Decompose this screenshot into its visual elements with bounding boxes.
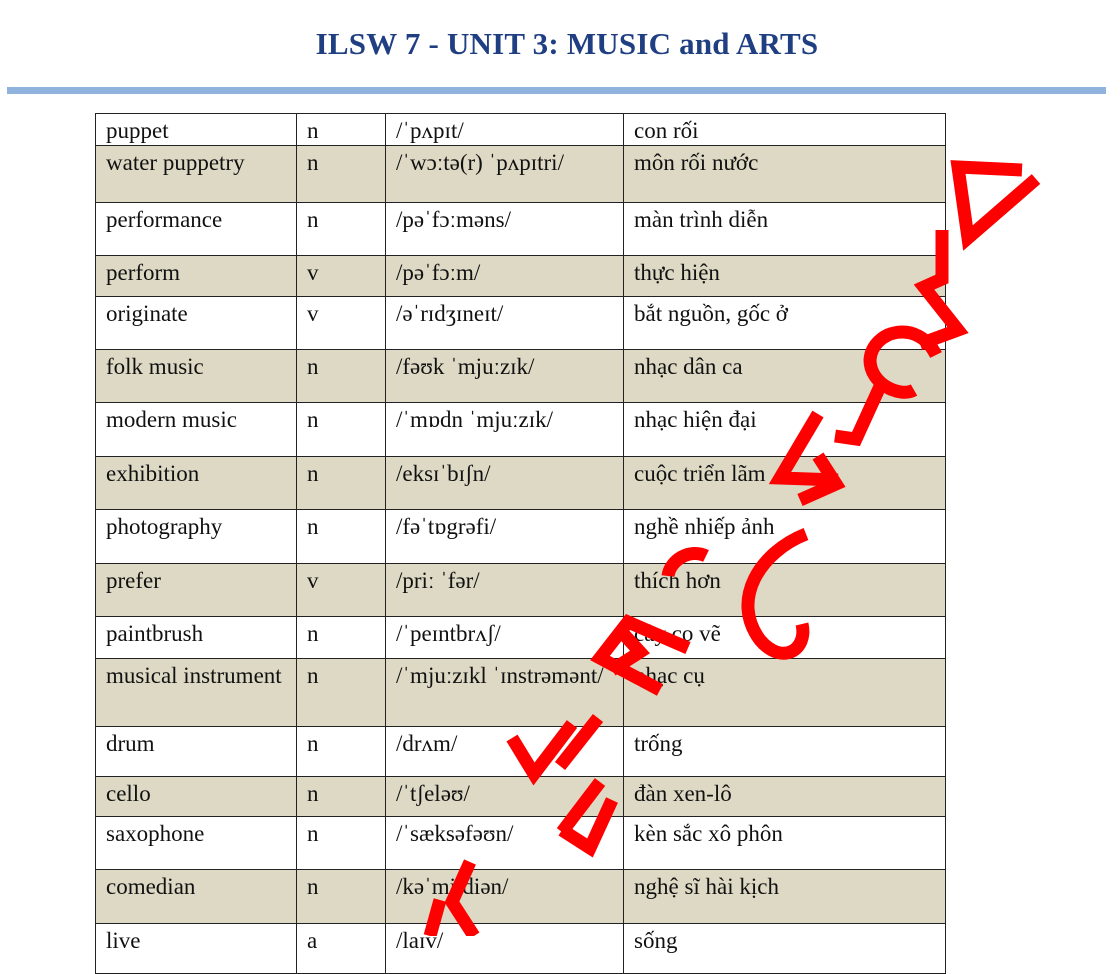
table-row: [96, 564, 946, 617]
table-row: [96, 510, 946, 564]
ipa-cell: /ˈsæksəfəʊn/: [386, 817, 624, 870]
table-row: [96, 297, 946, 350]
word-cell: photography: [96, 510, 297, 564]
pos-cell: n: [297, 203, 386, 256]
meaning-cell: con rối: [624, 114, 946, 146]
meaning-cell: thực hiện: [624, 256, 946, 297]
ipa-cell: /laɪv/: [386, 924, 624, 974]
ipa-cell: /ˈwɔːtə(r) ˈpʌpɪtri/: [386, 146, 624, 203]
meaning-cell: kèn sắc xô phôn: [624, 817, 946, 870]
word-cell: live: [96, 924, 297, 974]
ipa-cell: /priː ˈfər/: [386, 564, 624, 617]
meaning-cell: màn trình diễn: [624, 203, 946, 256]
pos-cell: n: [297, 777, 386, 817]
ipa-cell: /əˈrɪdʒɪneɪt/: [386, 297, 624, 350]
pos-cell: n: [297, 146, 386, 203]
meaning-cell: nhạc hiện đại: [624, 403, 946, 457]
table-row: [96, 727, 946, 777]
table-row: [96, 256, 946, 297]
pos-cell: n: [297, 659, 386, 727]
ipa-cell: /ˈtʃeləʊ/: [386, 777, 624, 817]
ipa-cell: /ˈpʌpɪt/: [386, 114, 624, 146]
word-cell: puppet: [96, 114, 297, 146]
pos-cell: n: [297, 870, 386, 924]
table-row: [96, 350, 946, 403]
table-row: [96, 870, 946, 924]
word-cell: modern music: [96, 403, 297, 457]
word-cell: prefer: [96, 564, 297, 617]
vocabulary-table: [95, 113, 946, 974]
pos-cell: n: [297, 350, 386, 403]
word-cell: saxophone: [96, 817, 297, 870]
ipa-cell: /drʌm/: [386, 727, 624, 777]
ipa-cell: /pəˈfɔːməns/: [386, 203, 624, 256]
meaning-cell: cây cọ vẽ: [624, 617, 946, 659]
word-cell: comedian: [96, 870, 297, 924]
ipa-cell: /eksɪˈbɪʃn/: [386, 457, 624, 510]
word-cell: cello: [96, 777, 297, 817]
page-title: ILSW 7 - UNIT 3: MUSIC and ARTS: [315, 26, 819, 61]
pos-cell: v: [297, 256, 386, 297]
meaning-cell: bắt nguồn, gốc ở: [624, 297, 946, 350]
meaning-cell: nghề nhiếp ảnh: [624, 510, 946, 564]
ipa-cell: /fəˈtɒgrəfi/: [386, 510, 624, 564]
pos-cell: n: [297, 617, 386, 659]
ipa-cell: /fəʊk ˈmjuːzɪk/: [386, 350, 624, 403]
table-row: [96, 457, 946, 510]
word-cell: paintbrush: [96, 617, 297, 659]
ipa-cell: /kəˈmiːdiən/: [386, 870, 624, 924]
ipa-cell: /ˈpeɪntbrʌʃ/: [386, 617, 624, 659]
pos-cell: n: [297, 114, 386, 146]
pos-cell: n: [297, 727, 386, 777]
ipa-cell: /ˈmjuːzɪkl ˈɪnstrəmənt/: [386, 659, 624, 727]
table-row: [96, 403, 946, 457]
table-row: [96, 777, 946, 817]
pos-cell: n: [297, 817, 386, 870]
table-row: [96, 817, 946, 870]
word-cell: drum: [96, 727, 297, 777]
meaning-cell: trống: [624, 727, 946, 777]
table-row: [96, 203, 946, 256]
ipa-cell: /ˈmɒdn ˈmjuːzɪk/: [386, 403, 624, 457]
meaning-cell: nhạc cụ: [624, 659, 946, 727]
header-rule: [7, 87, 1106, 94]
meaning-cell: thích hơn: [624, 564, 946, 617]
meaning-cell: nhạc dân ca: [624, 350, 946, 403]
pos-cell: n: [297, 403, 386, 457]
table-row: [96, 617, 946, 659]
word-cell: musical instrument: [96, 659, 297, 727]
table-row: [96, 146, 946, 203]
word-cell: performance: [96, 203, 297, 256]
pos-cell: v: [297, 297, 386, 350]
meaning-cell: đàn xen-lô: [624, 777, 946, 817]
word-cell: water puppetry: [96, 146, 297, 203]
pos-cell: a: [297, 924, 386, 974]
table-row: [96, 659, 946, 727]
word-cell: folk music: [96, 350, 297, 403]
word-cell: originate: [96, 297, 297, 350]
word-cell: perform: [96, 256, 297, 297]
meaning-cell: cuộc triển lãm: [624, 457, 946, 510]
ipa-cell: /pəˈfɔːm/: [386, 256, 624, 297]
meaning-cell: sống: [624, 924, 946, 974]
word-cell: exhibition: [96, 457, 297, 510]
pos-cell: n: [297, 510, 386, 564]
table-row: [96, 114, 946, 146]
meaning-cell: nghệ sĩ hài kịch: [624, 870, 946, 924]
pos-cell: v: [297, 564, 386, 617]
pos-cell: n: [297, 457, 386, 510]
table-row: [96, 924, 946, 974]
meaning-cell: môn rối nước: [624, 146, 946, 203]
